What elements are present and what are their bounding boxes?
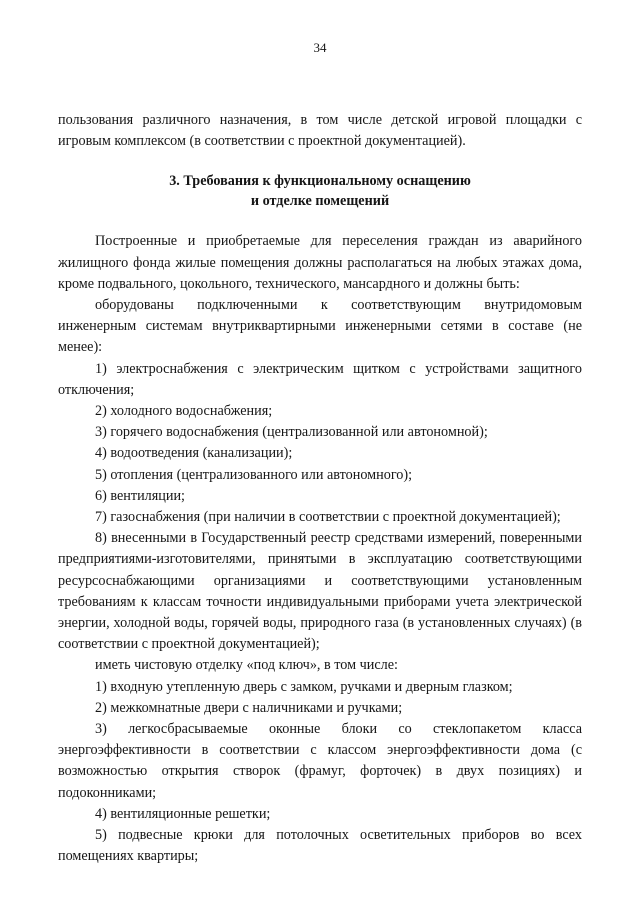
list-item-cold-water: 2) холодного водоснабжения; (95, 403, 273, 420)
list-item-hot-water: 3) горячего водоснабжения (централизованной или автономной); (95, 424, 488, 441)
list-item-windows: 3) легкосбрасываемые оконные блоки со стеклопакетом класса энергоэффективности в соответствии с классом энергоэффективности дома (с возможностью открытия створок (фрамуг, форточек) в двух позициях) и подоконниками; (58, 721, 582, 801)
list-item-electricity: 1) электроснабжения с электрическим щитком с устройствами защитного отключения; (58, 360, 582, 398)
paragraph-finishing: иметь чистовую отделку «под ключ», в том числе: (95, 657, 398, 674)
list-item-ceiling-hooks: 5) подвесные крюки для потолочных осветительных приборов во всех помещениях квартиры; (58, 827, 582, 865)
paragraph-engineering-networks: оборудованы подключенными к соответствующим внутридомовым инженерным системам внутриквартирными инженерными сетями в составе (не менее): (58, 297, 582, 356)
list-item-ventilation-grilles: 4) вентиляционные решетки; (95, 805, 271, 822)
list-item-metering-devices: 8) внесенными в Государственный реестр средствами измерений, поверенными предприятиями-изготовителями, принятыми в эксплуатацию соответствующими ресурсоснабжающими организациями и соответствующими установленным требованиям к классам точности индивидуальными приборами учета электрической энергии, холодной воды, горячей воды, природного газа (в установленных случаях) (в соответствии с проектной документацией); (58, 530, 582, 653)
section-heading-line-2: и отделке помещений (250, 193, 390, 210)
section-heading (58, 171, 582, 211)
document-body (58, 110, 582, 868)
intro-paragraph: пользования различного назначения, в том числе детской игровой площадки с игровым комплексом (в соответствии с проектной документацией). (58, 112, 582, 150)
list-item-interior-doors: 2) межкомнатные двери с наличниками и ручками; (95, 699, 403, 716)
list-item-sewage: 4) водоотведения (канализации); (95, 445, 293, 462)
section-heading-line-1: 3. Требования к функциональному оснащению (169, 173, 471, 190)
list-item-heating: 5) отопления (централизованного или автономного); (95, 466, 413, 483)
paragraph-location-requirements: Построенные и приобретаемые для переселения граждан из аварийного жилищного фонда жилые помещения должны располагаться на любых этажах дома, кроме подвального, цокольного, технического, мансардного и должны быть: (58, 233, 582, 292)
list-item-entrance-door: 1) входную утепленную дверь с замком, ручками и дверным глазком; (95, 678, 513, 695)
list-item-gas: 7) газоснабжения (при наличии в соответствии с проектной документацией); (95, 509, 561, 526)
list-item-ventilation: 6) вентиляции; (95, 487, 185, 504)
page-number: 34 (313, 40, 327, 55)
